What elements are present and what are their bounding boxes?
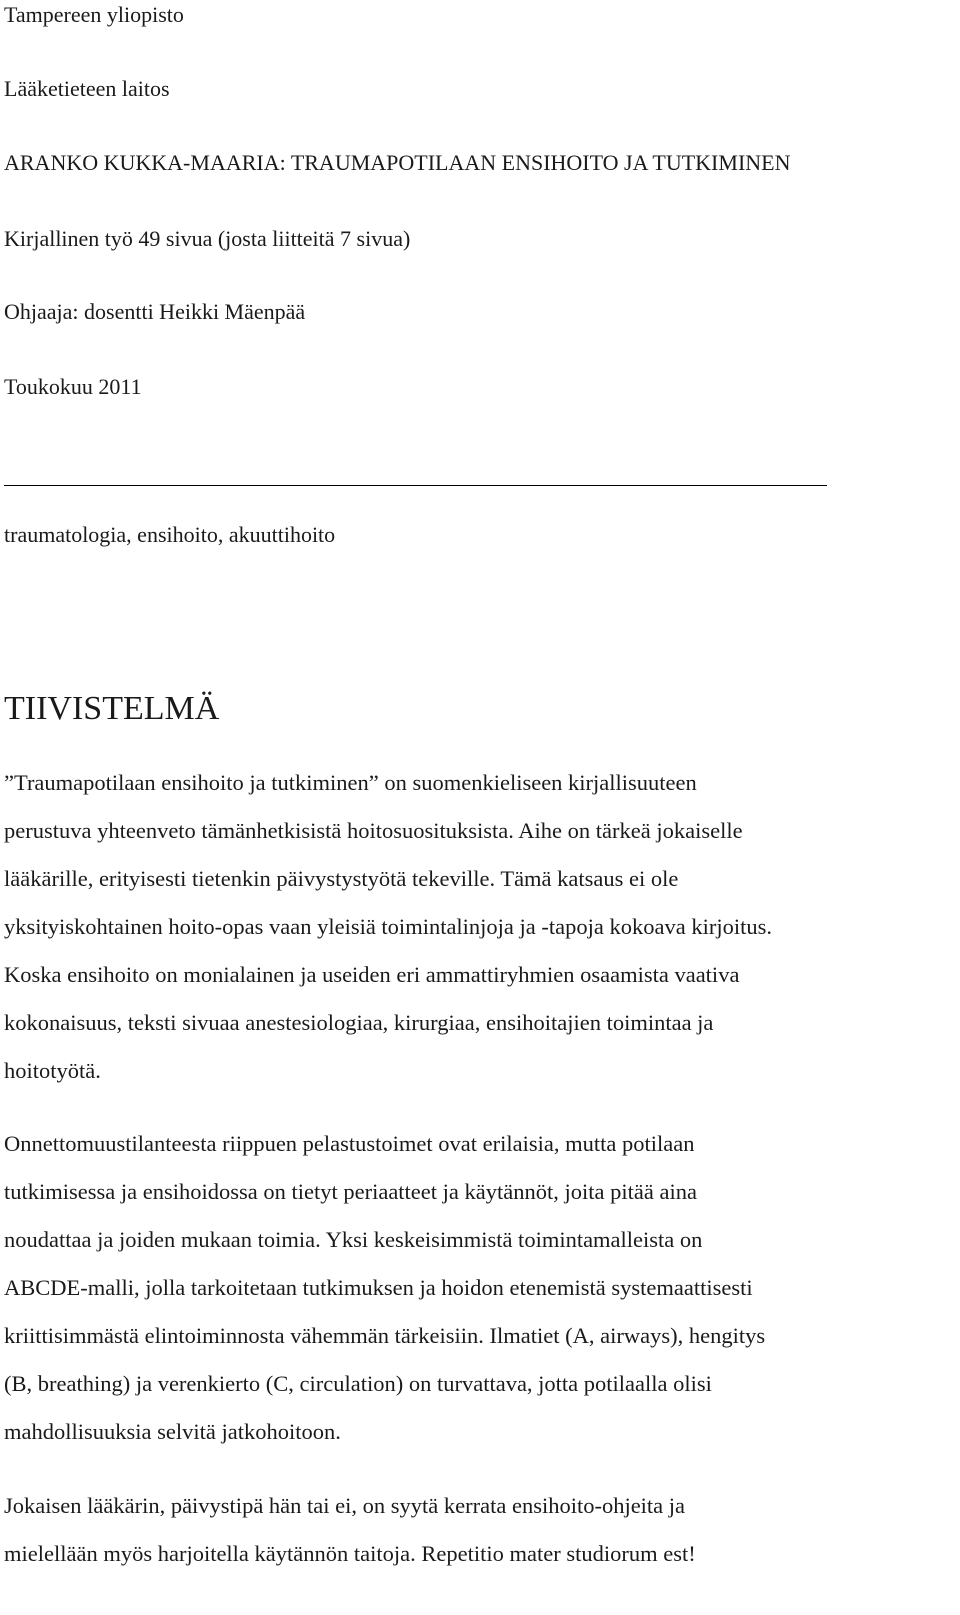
paragraph-line: yksityiskohtainen hoito-opas vaan yleisiä toimintalinjoja ja -tapoja kokoava kirjoitus. (4, 914, 772, 939)
paragraph-line: kriittisimmästä elintoiminnosta vähemmän tärkeisiin. Ilmatiet (A, airways), hengitys (4, 1323, 766, 1348)
department-name: Lääketieteen laitos (4, 76, 170, 101)
paragraph-line: perustuva yhteenveto tämänhetkisistä hoitosuosituksista. Aihe on tärkeä jokaiselle (4, 818, 743, 843)
paragraph-line: Onnettomuustilanteesta riippuen pelastustoimet ovat erilaisia, mutta potilaan (4, 1131, 695, 1156)
paragraph-line: noudattaa ja joiden mukaan toimia. Yksi keskeisimmistä toimintamalleista on (4, 1227, 703, 1252)
paragraph-line: mielellään myös harjoitella käytännön taitoja. Repetitio mater studiorum est! (4, 1541, 696, 1566)
paragraph-line: lääkärille, erityisesti tietenkin päivystystyötä tekeville. Tämä katsaus ei ole (4, 866, 679, 891)
abstract-paragraph-2 (4, 1120, 959, 1456)
paragraph-line: kokonaisuus, teksti sivuaa anestesiologiaa, kirurgiaa, ensihoitajien toimintaa ja (4, 1010, 714, 1035)
paragraph-line: tutkimisessa ja ensihoidossa on tietyt periaatteet ja käytännöt, joita pitää aina (4, 1179, 697, 1204)
page-count: Kirjallinen työ 49 sivua (josta liitteitä 7 sivua) (4, 226, 411, 251)
paragraph-line: ”Traumapotilaan ensihoito ja tutkiminen” on suomenkieliseen kirjallisuuteen (4, 770, 697, 795)
abstract-paragraph-3 (4, 1482, 959, 1578)
paragraph-line: Koska ensihoito on monialainen ja useiden eri ammattiryhmien osaamista vaativa (4, 962, 740, 987)
author-and-title: ARANKO KUKKA-MAARIA: TRAUMAPOTILAAN ENSIHOITO JA TUTKIMINEN (4, 150, 791, 175)
university-name: Tampereen yliopisto (4, 2, 184, 27)
abstract-heading: TIIVISTELMÄ (4, 690, 220, 727)
keywords: traumatologia, ensihoito, akuuttihoito (4, 522, 336, 547)
paragraph-line: ABCDE-malli, jolla tarkoitetaan tutkimuksen ja hoidon etenemistä systemaattisesti (4, 1275, 753, 1300)
horizontal-divider (4, 485, 827, 486)
paragraph-line: (B, breathing) ja verenkierto (C, circulation) on turvattava, jotta potilaalla olisi (4, 1371, 712, 1396)
supervisor: Ohjaaja: dosentti Heikki Mäenpää (4, 299, 306, 324)
paragraph-line: mahdollisuuksia selvitä jatkohoitoon. (4, 1419, 341, 1444)
publication-date: Toukokuu 2011 (4, 374, 142, 399)
abstract-paragraph-1 (4, 759, 959, 1095)
paragraph-line: hoitotyötä. (4, 1058, 101, 1083)
paragraph-line: Jokaisen lääkärin, päivystipä hän tai ei, on syytä kerrata ensihoito-ohjeita ja (4, 1493, 686, 1518)
